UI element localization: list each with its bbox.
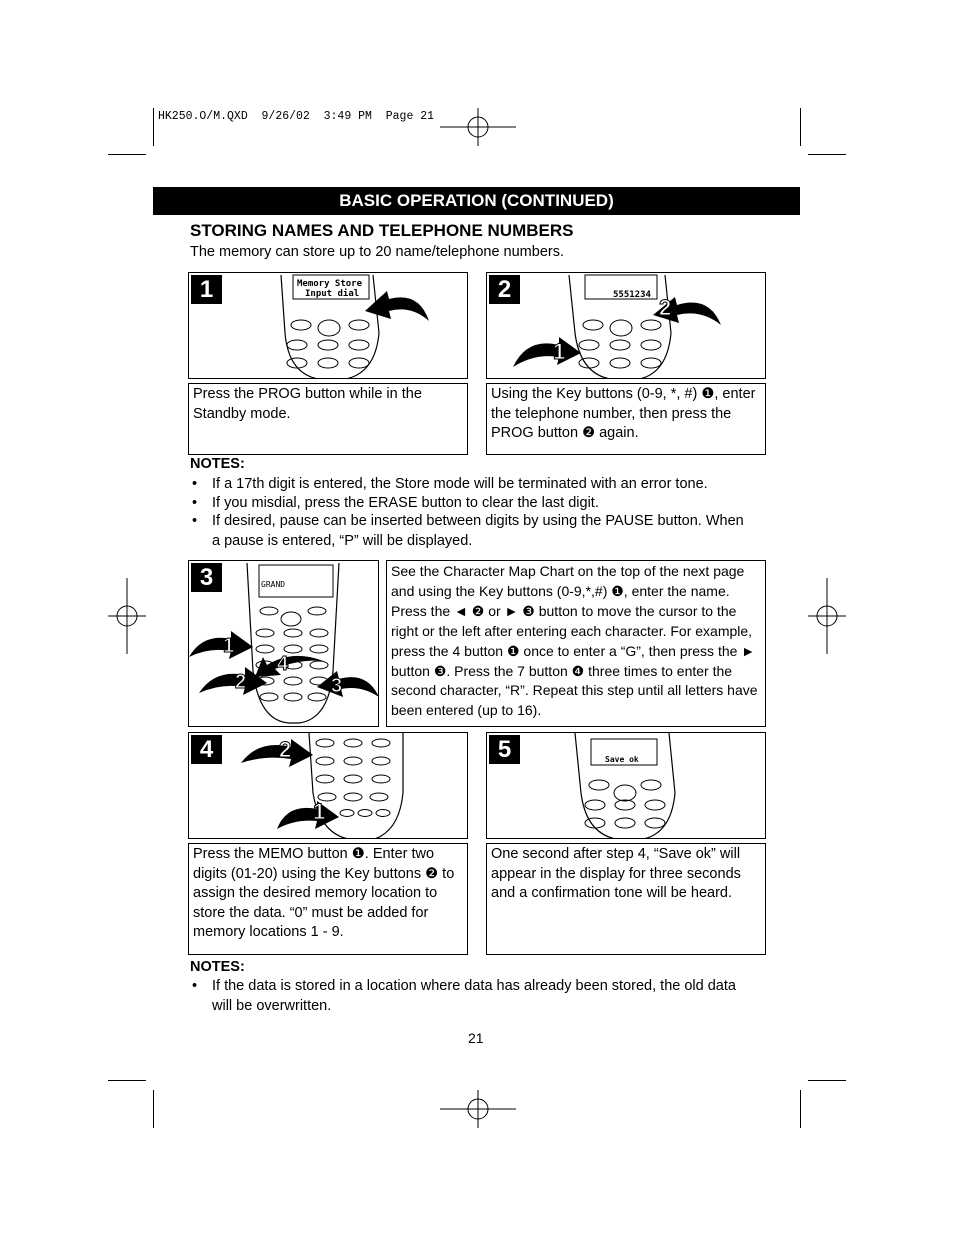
crop-mark xyxy=(800,108,801,146)
callout-number: 2 xyxy=(279,737,292,762)
step-4-text-box xyxy=(188,843,468,955)
step-1-text-box xyxy=(188,383,468,455)
note-item xyxy=(192,512,752,551)
step-1-illustration xyxy=(188,272,468,379)
lcd-text: Input dial xyxy=(305,289,360,299)
note-text: If desired, pause can be inserted between digits by using the PAUSE button. When a pause is entered, “P” will be displayed. xyxy=(212,513,744,549)
callout-number: 1 xyxy=(553,339,566,364)
notes-heading: NOTES: xyxy=(190,959,245,975)
step-5-text-box xyxy=(486,843,766,955)
step-number: 1 xyxy=(191,275,222,304)
note-item xyxy=(192,475,772,495)
note-text: If you misdial, press the ERASE button to clear the last digit. xyxy=(212,495,599,511)
note-item xyxy=(192,977,752,1016)
callout-number: 2 xyxy=(659,295,672,320)
phone-handset-icon xyxy=(487,273,766,379)
registration-mark-icon xyxy=(440,1090,516,1128)
phone-handset-icon xyxy=(189,273,468,379)
bullet: • xyxy=(192,978,198,994)
file-slug: HK250.O/M.QXD 9/26/02 3:49 PM Page 21 xyxy=(158,110,435,123)
step-2-text: Using the Key buttons (0-9, *, #) ❶, enter the telephone number, then press the PROG button ❷ again. xyxy=(491,386,756,441)
bullet: • xyxy=(192,513,198,529)
phone-handset-icon xyxy=(189,733,468,839)
step-number: 2 xyxy=(489,275,520,304)
crop-mark xyxy=(808,154,846,155)
lcd-text: Memory Store xyxy=(297,279,363,289)
intro-text: The memory can store up to 20 name/telephone numbers. xyxy=(190,244,564,260)
step-2-illustration xyxy=(486,272,766,379)
step-3-text-box xyxy=(386,560,766,727)
registration-mark-icon xyxy=(808,578,846,654)
section-bar: BASIC OPERATION (CONTINUED) xyxy=(153,187,800,215)
notes-heading: NOTES: xyxy=(190,456,245,472)
lcd-text: GRAND xyxy=(261,580,286,589)
crop-mark xyxy=(108,1080,146,1081)
step-1-text: Press the PROG button while in the Standby mode. xyxy=(193,386,422,422)
step-5-text: One second after step 4, “Save ok” will appear in the display for three seconds and a confirmation tone will be heard. xyxy=(491,846,741,901)
phone-handset-icon xyxy=(189,561,379,727)
crop-mark xyxy=(153,1090,154,1128)
bullet: • xyxy=(192,495,198,511)
step-4-text: Press the MEMO button ❶. Enter two digits (01-20) using the Key buttons ❷ to assign the desired memory location to store the data. “0” must be added for memory locations 1 - 9. xyxy=(193,846,455,940)
registration-mark-icon xyxy=(440,108,516,146)
note-text: If the data is stored in a location where data has already been stored, the old data will be overwritten. xyxy=(212,978,736,1014)
note-item xyxy=(192,494,772,514)
step-5-illustration xyxy=(486,732,766,839)
crop-mark xyxy=(808,1080,846,1081)
crop-mark xyxy=(108,154,146,155)
page-heading: STORING NAMES AND TELEPHONE NUMBERS xyxy=(190,221,574,240)
crop-mark xyxy=(153,108,154,146)
lcd-text: 5551234 xyxy=(613,290,651,300)
callout-number: 2 xyxy=(235,671,247,693)
lcd-text: Save ok xyxy=(605,755,639,764)
bullet: • xyxy=(192,476,198,492)
step-4-illustration xyxy=(188,732,468,839)
page-number: 21 xyxy=(468,1030,484,1046)
phone-handset-icon xyxy=(487,733,766,839)
note-text: If a 17th digit is entered, the Store mode will be terminated with an error tone. xyxy=(212,476,708,492)
crop-mark xyxy=(800,1090,801,1128)
callout-number: 3 xyxy=(331,675,343,697)
registration-mark-icon xyxy=(108,578,146,654)
callout-number: 1 xyxy=(223,635,235,657)
step-3-illustration xyxy=(188,560,379,727)
step-number: 4 xyxy=(191,735,222,764)
callout-number: 4 xyxy=(277,653,289,675)
step-number: 5 xyxy=(489,735,520,764)
step-3-text: See the Character Map Chart on the top of the next page and using the Key buttons (0-9,*,#) ❶, enter the name. Press the ◄ ❷ or ► ❸ button to move the cursor to the right or the left after entering each character. For example, press the 4 button ❶ once to enter a “G”, then press the ► button ❸. Press the 7 button ❹ three times to enter the second character, “R”. Repeat this step until all letters have been entered (up to 16). xyxy=(391,563,758,719)
step-2-text-box xyxy=(486,383,766,455)
step-number: 3 xyxy=(191,563,222,592)
callout-number: 1 xyxy=(313,799,326,824)
